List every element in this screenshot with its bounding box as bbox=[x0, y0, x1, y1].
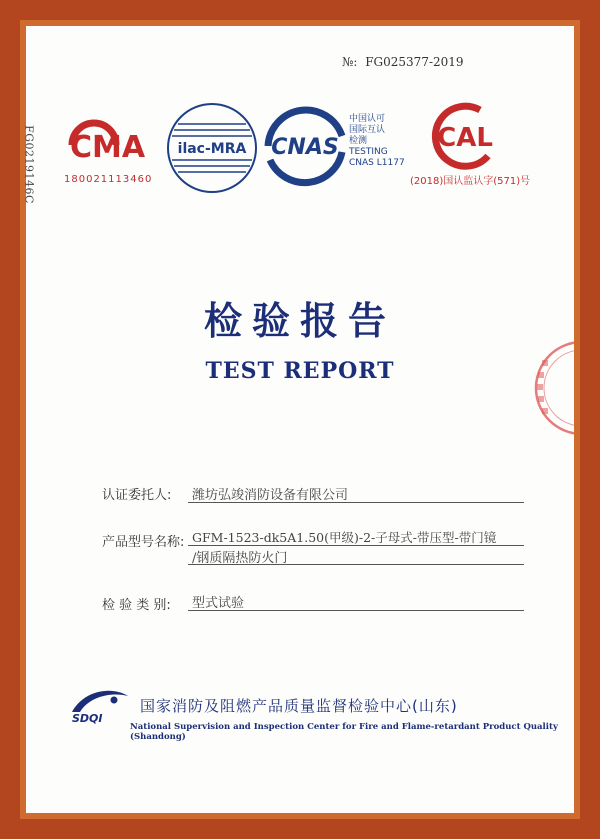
cma-number: 180021113460 bbox=[64, 174, 153, 185]
cnas-caption bbox=[349, 114, 405, 169]
cnas-caption-line: 检测 bbox=[349, 136, 368, 146]
cnas-logo bbox=[262, 106, 348, 188]
model-underline-2 bbox=[188, 564, 524, 565]
cma-logo-text: CMA bbox=[70, 130, 146, 165]
client-value: 潍坊弘竣消防设备有限公司 bbox=[192, 488, 349, 503]
model-value-line1: GFM-1523-dk5A1.50(甲级)-2-子母式-带压型-带门镜 bbox=[192, 530, 497, 545]
cnas-caption-line: TESTING bbox=[349, 147, 388, 157]
cal-logo bbox=[428, 100, 502, 172]
ilac-logo-text: ilac-MRA bbox=[177, 141, 247, 157]
report-number-label: №: bbox=[342, 55, 358, 69]
model-value-line2: /钢质隔热防火门 bbox=[192, 551, 288, 566]
client-underline bbox=[188, 502, 524, 503]
report-number-value: FG025377-2019 bbox=[365, 55, 464, 69]
category-value: 型式试验 bbox=[192, 596, 245, 611]
cma-logo bbox=[64, 117, 156, 173]
cnas-caption-line: 中国认可 bbox=[349, 114, 386, 124]
cal-logo-text: CAL bbox=[437, 123, 493, 153]
cal-caption: (2018)国认监认字(571)号 bbox=[410, 176, 531, 187]
model-label: 产品型号名称: bbox=[102, 535, 185, 550]
category-underline bbox=[188, 610, 524, 611]
model-underline-1 bbox=[188, 545, 524, 546]
ilac-mra-logo bbox=[164, 100, 260, 196]
category-label: 检 验 类 别: bbox=[102, 598, 171, 613]
issuer-name-en: National Supervision and Inspection Center for Fire and Flame-retardant Product Quality (Shandong) bbox=[130, 722, 558, 742]
red-seal-stamp bbox=[520, 336, 574, 440]
cnas-caption-line: 国际互认 bbox=[349, 125, 386, 135]
cnas-logo-text: CNAS bbox=[271, 135, 339, 160]
report-number bbox=[342, 55, 464, 69]
page-title-en: TEST REPORT bbox=[205, 358, 395, 384]
sdqi-logo-text: SDQI bbox=[72, 712, 103, 725]
client-label: 认证委托人: bbox=[102, 488, 172, 503]
vertical-code: FG0219146C bbox=[22, 125, 36, 204]
cnas-caption-line: CNAS L1177 bbox=[349, 158, 405, 168]
issuer-name-cn: 国家消防及阻燃产品质量监督检验中心(山东) bbox=[140, 697, 458, 715]
page-title-cn: 检验报告 bbox=[203, 299, 396, 343]
